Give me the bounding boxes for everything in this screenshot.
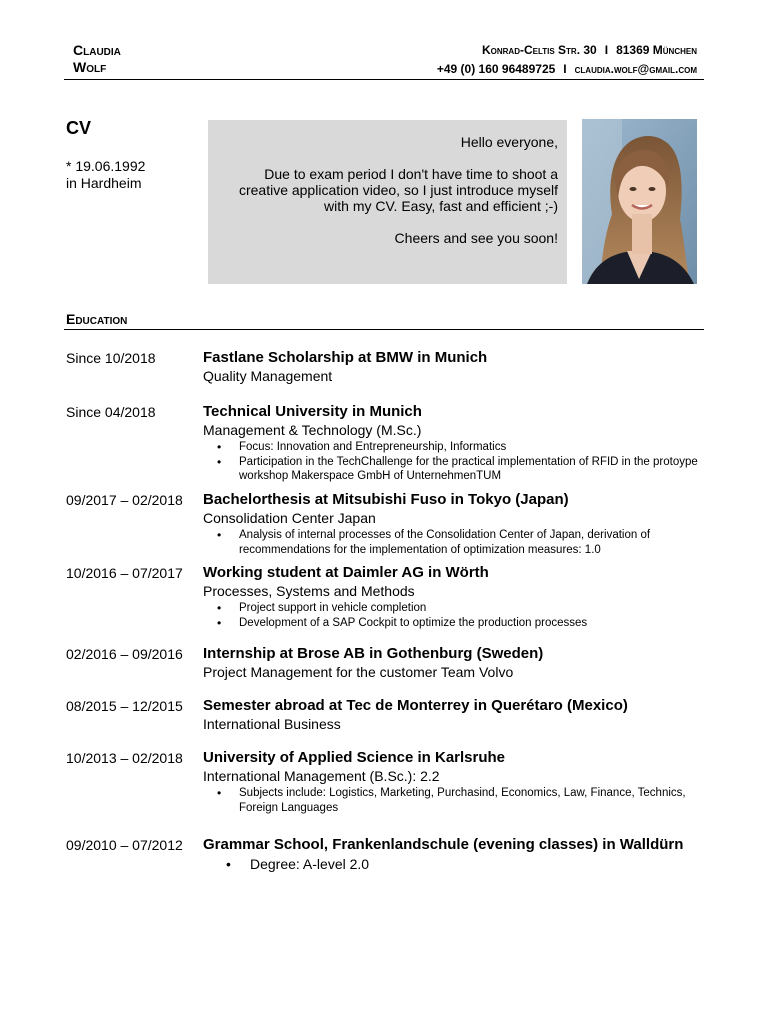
phone-number: +49 (0) 160 96489725 [436,62,556,76]
entry-title: Working student at Daimler AG in Wörth [203,564,489,581]
education-divider [64,329,704,330]
entry-subtitle: International Management (B.Sc.): 2.2 [203,768,440,784]
email-address: claudia.wolf@gmail.com [574,62,697,76]
portrait-image [582,119,697,284]
bullet-item: • Focus: Innovation and Entrepreneurship, Informatics [239,440,706,455]
entry-date: Since 10/2018 [66,350,156,366]
message-line: Due to exam period I don't have time to shoot a [264,166,558,182]
entry-body [203,645,706,681]
bullet-item: • Analysis of internal processes of the Consolidation Center of Japan, derivation of recommendations for the implementation of optimization measures: 1.0 [239,528,706,557]
entry-body [203,403,706,484]
phone-email-line [437,60,697,79]
entry-title: Grammar School, Frankenlandschule (evening classes) in Walldürn [203,836,684,853]
greeting-box [208,120,567,284]
separator: I [563,62,567,76]
separator: I [604,43,609,57]
entry-subtitle: Consolidation Center Japan [203,510,376,526]
entry-date: 09/2017 – 02/2018 [66,492,183,508]
entry-subtitle: Project Management for the customer Team Volvo [203,664,514,680]
message-line: creative application video, so I just introduce myself [238,182,558,198]
header-divider [64,79,704,80]
portrait-photo [582,119,697,284]
entry-title: Internship at Brose AB in Gothenburg (Sweden) [203,645,544,662]
street-address: Konrad-Celtis Str. 30 [481,43,597,57]
entry-date: 08/2015 – 12/2015 [66,698,183,714]
entry-body [203,836,706,873]
entry-date: 10/2013 – 02/2018 [66,750,183,766]
entry-bullets [203,786,706,815]
birth-place: in Hardheim [66,175,142,191]
education-heading: Education [66,311,128,327]
cv-title: CV [66,118,92,138]
entry-subtitle: Quality Management [203,368,333,384]
entry-date: 02/2016 – 09/2016 [66,646,183,662]
entry-body [203,491,706,557]
entry-subtitle: Management & Technology (M.Sc.) [203,422,422,438]
bullet-item: • Degree: A-level 2.0 [250,856,706,873]
entry-body [203,697,706,733]
entry-title: University of Applied Science in Karlsruhe [203,749,506,766]
birth-date: * 19.06.1992 [66,158,146,174]
address-line [437,41,697,60]
entry-title: Bachelorthesis at Mitsubishi Fuso in Tokyo (Japan) [203,491,569,508]
contact-block [437,41,697,79]
entry-subtitle: Processes, Systems and Methods [203,583,415,599]
first-name: Claudia [73,42,121,58]
entry-title: Semester abroad at Tec de Monterrey in Querétaro (Mexico) [203,697,628,714]
last-name: Wolf [73,59,107,75]
entry-bullets [203,528,706,557]
entry-bullets [203,440,706,484]
birth-info [66,158,145,192]
entry-body [203,564,706,630]
entry-date: 10/2016 – 07/2017 [66,565,183,581]
entry-body [203,349,706,385]
bullet-item: • Development of a SAP Cockpit to optimize the production processes [239,616,706,631]
message-line: with my CV. Easy, fast and efficient ;-) [324,198,558,214]
applicant-name [73,42,121,76]
entry-date: Since 04/2018 [66,404,156,420]
greeting-message [208,166,558,214]
bullet-item: • Project support in vehicle completion [239,601,706,616]
city: 81369 München [616,43,697,57]
greeting: Hello everyone, [460,134,558,150]
entry-title: Technical University in Munich [203,403,422,420]
entry-subtitle: International Business [203,716,341,732]
entry-title: Fastlane Scholarship at BMW in Munich [203,349,488,366]
entry-body [203,749,706,815]
greeting-closing: Cheers and see you soon! [394,230,558,246]
entry-bullets [203,856,706,873]
entry-bullets [203,601,706,630]
entry-date: 09/2010 – 07/2012 [66,837,183,853]
bullet-item: • Subjects include: Logistics, Marketing, Purchasind, Economics, Law, Finance, Technics, Foreign Languages [239,786,706,815]
bullet-item: • Participation in the TechChallenge for the practical implementation of RFID in the protoype workshop Makerspace GmbH of UnternehmenTUM [239,455,706,484]
